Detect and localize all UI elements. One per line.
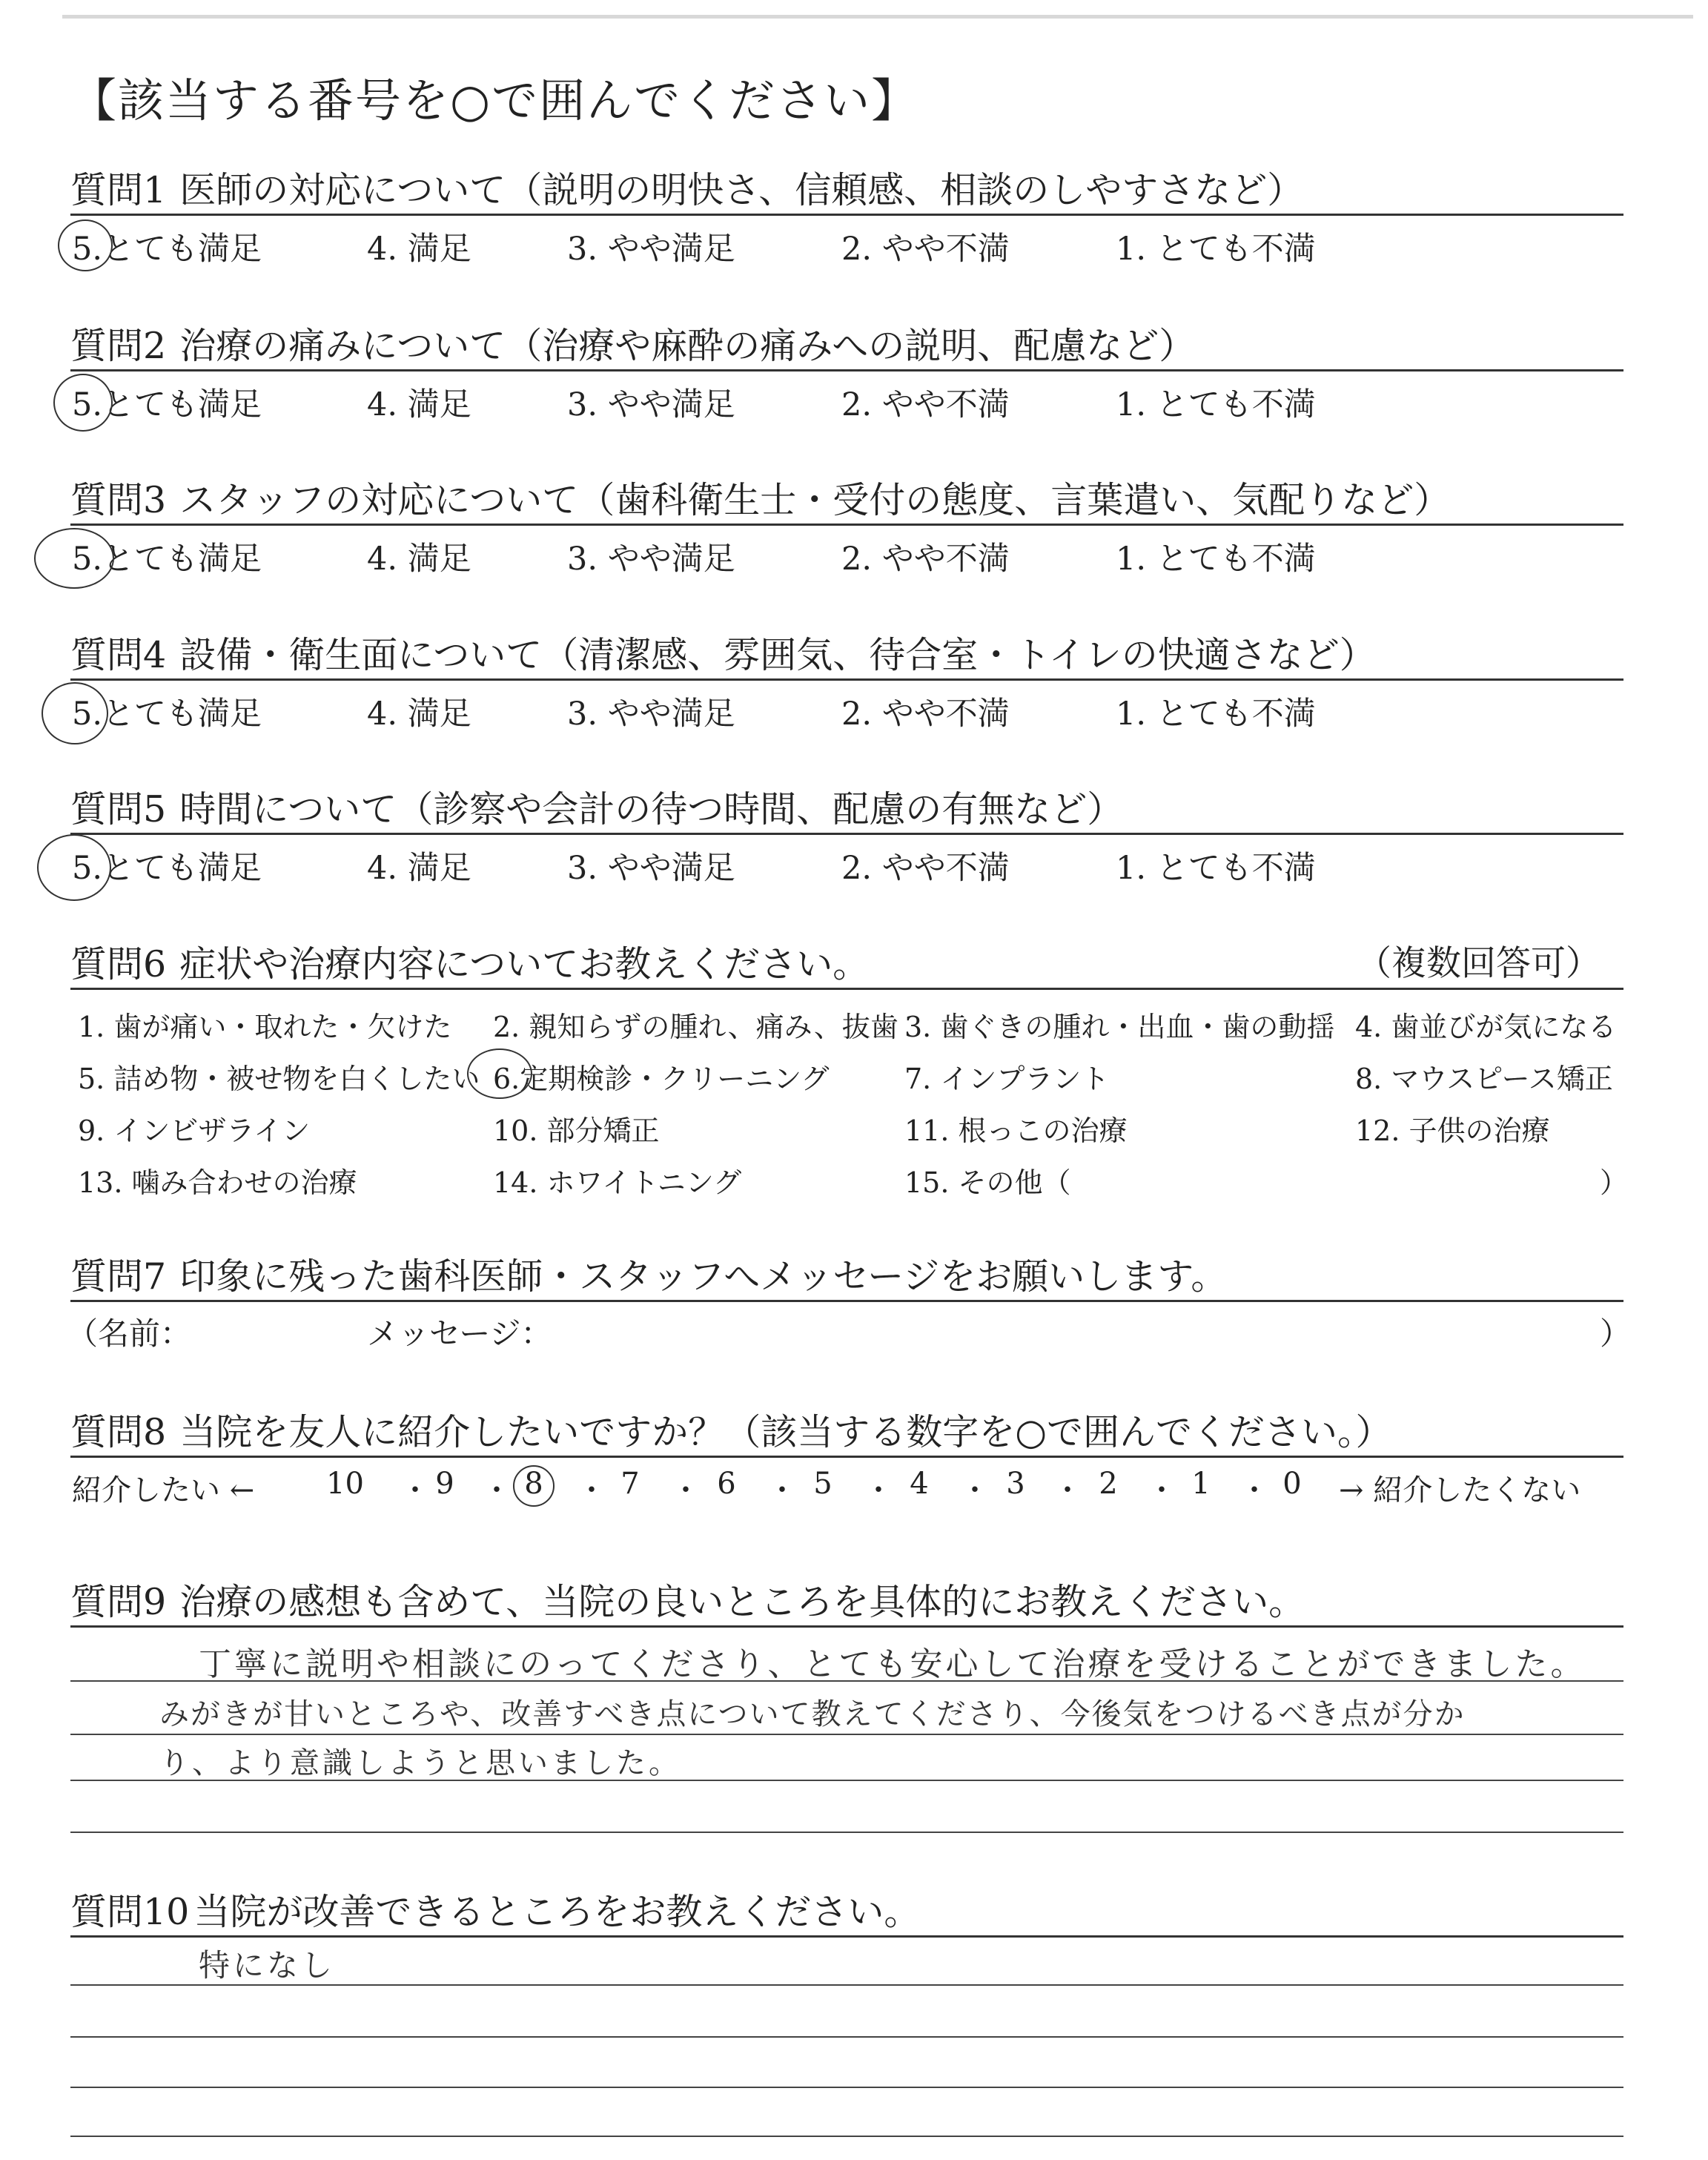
scale-separator: ・ xyxy=(864,1473,893,1507)
question-text: スタッフの対応について（歯科衛生士・受付の態度、言葉遣い、気配りなど） xyxy=(179,479,1451,521)
selected-answer-circle xyxy=(58,219,113,271)
q1-option-1[interactable]: 1. とても不満 xyxy=(1116,231,1316,268)
scale-2[interactable]: 2 xyxy=(1099,1467,1118,1501)
scale-separator: ・ xyxy=(482,1473,512,1507)
q1-option-3[interactable]: 3. やや満足 xyxy=(567,231,735,268)
scale-4[interactable]: 4 xyxy=(910,1467,929,1501)
question-10-heading xyxy=(70,1883,920,1935)
question-text: 医師の対応について（説明の明快さ、信頼感、相談のしやすさなど） xyxy=(179,169,1304,211)
answer-line xyxy=(70,2087,1623,2088)
question-6-rule xyxy=(70,988,1623,990)
scale-separator: ・ xyxy=(1239,1473,1269,1507)
question-number: 質問10 xyxy=(70,1891,190,1933)
q3-option-3[interactable]: 3. やや満足 xyxy=(567,541,735,578)
selected-answer-circle xyxy=(467,1048,532,1099)
q1-option-5[interactable]: 5.とても満足 xyxy=(72,231,262,268)
scale-separator: ・ xyxy=(1053,1473,1082,1507)
q5-option-4[interactable]: 4. 満足 xyxy=(367,850,471,887)
scale-separator: ・ xyxy=(767,1473,797,1507)
answer-line xyxy=(70,2036,1623,2038)
answer-line xyxy=(70,1832,1623,1833)
scale-3[interactable]: 3 xyxy=(1006,1467,1025,1501)
question-text: 印象に残った歯科医師・スタッフへメッセージをお願いします。 xyxy=(179,1255,1228,1298)
q4-option-4[interactable]: 4. 満足 xyxy=(367,696,471,733)
question-7-rule xyxy=(70,1300,1623,1302)
answer-line xyxy=(70,2136,1623,2137)
q2-option-5[interactable]: 5.とても満足 xyxy=(72,386,262,423)
q2-option-4[interactable]: 4. 満足 xyxy=(367,386,471,423)
q4-option-3[interactable]: 3. やや満足 xyxy=(567,696,735,733)
q6-option-1[interactable]: 1. 歯が痛い・取れた・欠けた xyxy=(78,1011,452,1043)
selected-answer-circle xyxy=(53,374,113,432)
scale-5[interactable]: 5 xyxy=(813,1467,833,1501)
question-text: 当院を友人に紹介したいですか？（該当する数字を○で囲んでください。） xyxy=(179,1411,1392,1453)
handwritten-answer-line: 丁寧に説明や相談にのってくださり、とても安心して治療を受けることができました。 xyxy=(199,1645,1586,1683)
q6-other-close-paren: ） xyxy=(1600,1166,1629,1199)
selected-score-circle xyxy=(513,1465,555,1507)
q6-option-8[interactable]: 8. マウスピース矯正 xyxy=(1355,1063,1613,1095)
question-1-rule xyxy=(70,214,1623,216)
question-text: 治療の感想も含めて、当院の良いところを具体的にお教えください。 xyxy=(179,1581,1305,1623)
q4-option-1[interactable]: 1. とても不満 xyxy=(1116,696,1316,733)
q6-option-11[interactable]: 11. 根っこの治療 xyxy=(904,1114,1128,1147)
scale-separator: ・ xyxy=(960,1473,990,1507)
scale-9[interactable]: 9 xyxy=(435,1467,454,1501)
question-4-heading xyxy=(70,627,1376,678)
scale-1[interactable]: 1 xyxy=(1191,1467,1211,1501)
q2-option-2[interactable]: 2. やや不満 xyxy=(841,386,1010,423)
question-text: 治療の痛みについて（治療や麻酔の痛みへの説明、配慮など） xyxy=(179,325,1196,367)
scale-separator: ・ xyxy=(671,1473,701,1507)
handwritten-answer-line: みがきが甘いところや、改善すべき点について教えてくださり、今後気をつけるべき点が分か xyxy=(159,1697,1466,1731)
handwritten-answer-line: り、より意識しようと思いました。 xyxy=(159,1746,681,1780)
q6-option-13[interactable]: 13. 噛み合わせの治療 xyxy=(78,1166,357,1199)
q2-option-3[interactable]: 3. やや満足 xyxy=(567,386,735,423)
q5-option-2[interactable]: 2. やや不満 xyxy=(841,850,1010,887)
scale-separator: ・ xyxy=(400,1473,430,1507)
scale-separator: ・ xyxy=(577,1473,606,1507)
question-number: 質問3 xyxy=(70,479,167,521)
q6-option-7[interactable]: 7. インプラント xyxy=(904,1063,1110,1095)
q5-option-1[interactable]: 1. とても不満 xyxy=(1116,850,1316,887)
question-7-heading xyxy=(70,1248,1227,1300)
q6-option-4[interactable]: 4. 歯並びが気になる xyxy=(1355,1011,1617,1043)
answer-line xyxy=(70,1935,1623,1938)
question-1-heading xyxy=(70,162,1303,214)
q6-option-14[interactable]: 14. ホワイトニング xyxy=(493,1166,742,1199)
name-label: （名前： xyxy=(67,1315,192,1352)
q4-option-2[interactable]: 2. やや不満 xyxy=(841,696,1010,733)
question-4-rule xyxy=(70,678,1623,681)
scale-0[interactable]: 0 xyxy=(1282,1467,1302,1501)
selected-answer-circle xyxy=(37,834,111,901)
scale-8[interactable]: 8 xyxy=(524,1467,543,1501)
question-6-heading xyxy=(70,936,869,988)
question-number: 質問5 xyxy=(70,788,167,830)
q3-option-4[interactable]: 4. 満足 xyxy=(367,541,471,578)
question-8-heading xyxy=(70,1404,1391,1456)
question-number: 質問6 xyxy=(70,943,167,985)
top-edge-line xyxy=(62,15,1693,19)
q6-option-10[interactable]: 10. 部分矯正 xyxy=(493,1114,660,1147)
q6-option-6[interactable]: 6.定期検診・クリーニング xyxy=(493,1063,830,1095)
q6-option-12[interactable]: 12. 子供の治療 xyxy=(1355,1114,1550,1147)
recommend-right-label: → 紹介したくない xyxy=(1339,1473,1581,1507)
answer-line xyxy=(70,1734,1623,1735)
selected-answer-circle xyxy=(34,528,114,589)
question-text: 当院が改善できるところをお教えください。 xyxy=(193,1891,921,1933)
form-title: 【該当する番号を○で囲んでください】 xyxy=(70,73,919,128)
message-close-paren: ） xyxy=(1600,1315,1632,1352)
question-9-heading xyxy=(70,1573,1305,1625)
handwritten-answer-line: 特になし xyxy=(199,1947,336,1984)
q5-option-5[interactable]: 5.とても満足 xyxy=(72,850,262,887)
question-number: 質問8 xyxy=(70,1411,167,1453)
scale-6[interactable]: 6 xyxy=(717,1467,736,1501)
question-3-heading xyxy=(70,472,1450,524)
q3-option-1[interactable]: 1. とても不満 xyxy=(1116,541,1316,578)
scale-7[interactable]: 7 xyxy=(620,1467,640,1501)
question-3-rule xyxy=(70,524,1623,526)
question-text: 症状や治療内容についてお教えください。 xyxy=(179,943,870,985)
selected-answer-circle xyxy=(42,682,108,744)
question-number: 質問1 xyxy=(70,169,167,211)
question-8-rule xyxy=(70,1456,1623,1458)
question-number: 質問2 xyxy=(70,325,167,367)
question-2-heading xyxy=(70,317,1195,369)
q5-option-3[interactable]: 3. やや満足 xyxy=(567,850,735,887)
q6-option-15[interactable]: 15. その他（ xyxy=(904,1166,1071,1199)
question-number: 質問7 xyxy=(70,1255,167,1298)
scale-separator: ・ xyxy=(1147,1473,1176,1507)
q4-option-5[interactable]: 5.とても満足 xyxy=(72,696,262,733)
q6-option-9[interactable]: 9. インビザライン xyxy=(78,1114,311,1147)
q2-option-1[interactable]: 1. とても不満 xyxy=(1116,386,1316,423)
q6-option-2[interactable]: 2. 親知らずの腫れ、痛み、抜歯 xyxy=(493,1011,898,1043)
q6-option-5[interactable]: 5. 詰め物・被せ物を白くしたい xyxy=(78,1063,480,1095)
scale-10[interactable]: 10 xyxy=(326,1467,364,1501)
question-number: 質問9 xyxy=(70,1581,167,1623)
recommend-left-label: 紹介したい ← xyxy=(72,1473,255,1507)
question-5-heading xyxy=(70,781,1123,833)
question-text: 時間について（診察や会計の待つ時間、配慮の有無など） xyxy=(179,788,1124,830)
q3-option-5[interactable]: 5.とても満足 xyxy=(72,541,262,578)
multiple-answers-note: （複数回答可） xyxy=(1357,943,1601,984)
q1-option-2[interactable]: 2. やや不満 xyxy=(841,231,1010,268)
q3-option-2[interactable]: 2. やや不満 xyxy=(841,541,1010,578)
question-2-rule xyxy=(70,369,1623,371)
answer-line xyxy=(70,1625,1623,1628)
question-text: 設備・衛生面について（清潔感、雰囲気、待合室・トイレの快適さなど） xyxy=(179,634,1376,676)
question-5-rule xyxy=(70,833,1623,835)
q6-option-3[interactable]: 3. 歯ぐきの腫れ・出血・歯の動揺 xyxy=(904,1011,1335,1043)
message-label: メッセージ： xyxy=(367,1315,552,1352)
q1-option-4[interactable]: 4. 満足 xyxy=(367,231,471,268)
question-number: 質問4 xyxy=(70,634,167,676)
